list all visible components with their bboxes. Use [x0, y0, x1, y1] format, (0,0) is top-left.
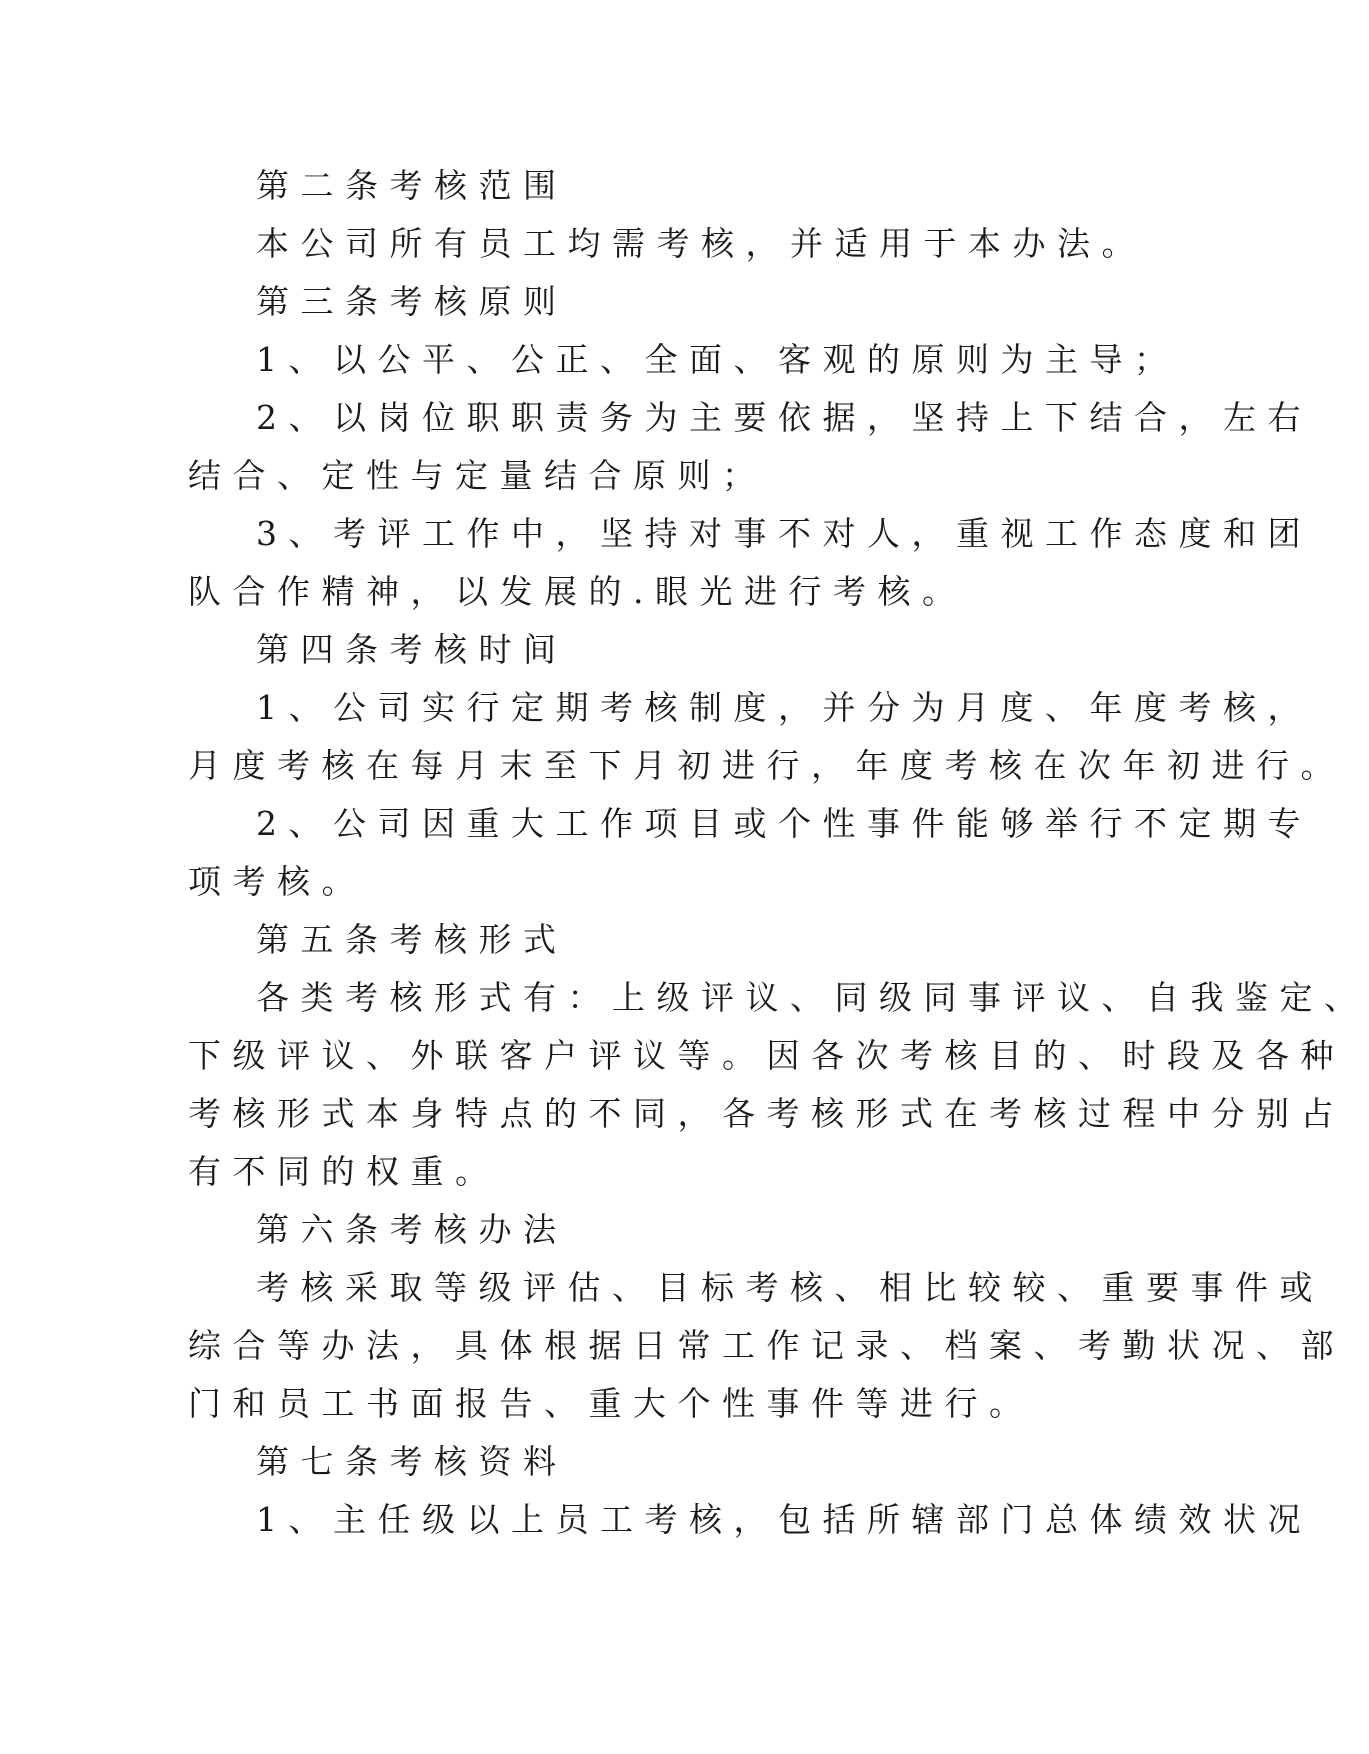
paragraph-line: 本公司所有员工均需考核，并适用于本办法。 — [256, 224, 1146, 263]
paragraph-line: 队合作精神，以发展的.眼光进行考核。 — [188, 572, 967, 611]
paragraph-line: 综合等办法，具体根据日常工作记录、档案、考勤状况、部 — [188, 1326, 1345, 1365]
paragraph-line: 门和员工书面报告、重大个性事件等进行。 — [188, 1384, 1034, 1423]
paragraph-line: 2、公司因重大工作项目或个性事件能够举行不定期专 — [256, 804, 1312, 843]
paragraph-line: 下级评议、外联客户评议等。因各次考核目的、时段及各种 — [188, 1036, 1345, 1075]
paragraph-line: 3、考评工作中，坚持对事不对人，重视工作态度和团 — [256, 514, 1312, 553]
section-heading-6: 第六条考核办法 — [256, 1210, 568, 1249]
paragraph-line: 2、以岗位职职责务为主要依据，坚持上下结合，左右 — [256, 398, 1312, 437]
paragraph-line: 考核形式本身特点的不同，各考核形式在考核过程中分别占 — [188, 1094, 1345, 1133]
section-heading-5: 第五条考核形式 — [256, 920, 568, 959]
paragraph-line: 项考核。 — [188, 862, 366, 901]
paragraph-line: 各类考核形式有：上级评议、同级同事评议、自我鉴定、 — [256, 978, 1369, 1017]
section-heading-2: 第二条考核范围 — [256, 166, 568, 205]
paragraph-line: 1、以公平、公正、全面、客观的原则为主导； — [256, 340, 1179, 379]
paragraph-line: 有不同的权重。 — [188, 1152, 500, 1191]
section-heading-7: 第七条考核资料 — [256, 1442, 568, 1481]
paragraph-line: 1、公司实行定期考核制度，并分为月度、年度考核， — [256, 688, 1312, 727]
document-body — [188, 157, 1369, 1549]
paragraph-line: 结合、定性与定量结合原则； — [188, 456, 767, 495]
paragraph-line: 1、主任级以上员工考核，包括所辖部门总体绩效状况 — [256, 1500, 1312, 1539]
section-heading-4: 第四条考核时间 — [256, 630, 568, 669]
paragraph-line: 考核采取等级评估、目标考核、相比较较、重要事件或 — [256, 1268, 1324, 1307]
section-heading-3: 第三条考核原则 — [256, 282, 568, 321]
paragraph-line: 月度考核在每月末至下月初进行，年度考核在次年初进行。 — [188, 746, 1345, 785]
